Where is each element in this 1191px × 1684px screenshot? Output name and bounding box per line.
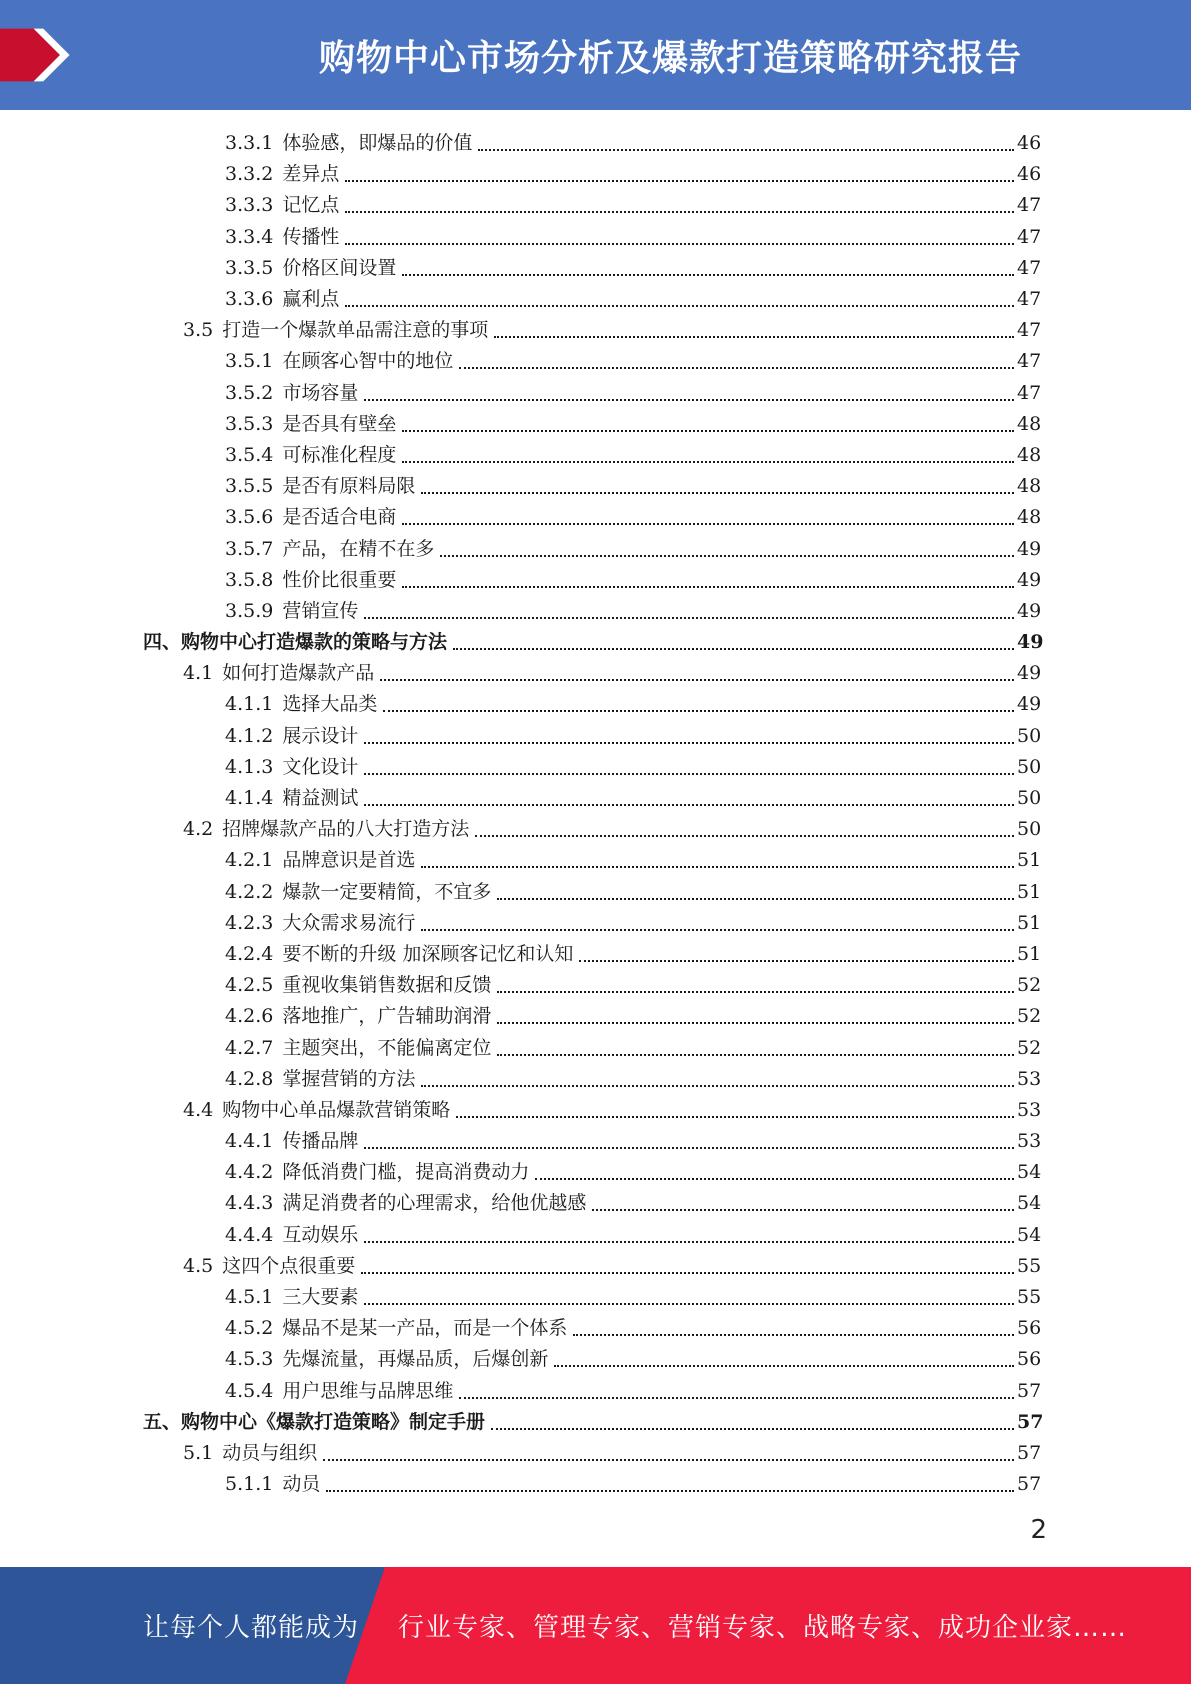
toc-dot-leader bbox=[459, 1396, 1014, 1399]
toc-dot-leader bbox=[364, 803, 1014, 806]
toc-entry[interactable] bbox=[0, 627, 1191, 658]
toc-entry-page: 52 bbox=[1017, 974, 1042, 997]
toc-dot-leader bbox=[326, 1489, 1014, 1492]
toc-dot-leader bbox=[323, 1458, 1014, 1461]
toc-entry[interactable] bbox=[0, 565, 1191, 596]
toc-entry[interactable] bbox=[0, 253, 1191, 284]
toc-entry-title: 购物中心《爆款打造策略》制定手册 bbox=[181, 1410, 486, 1433]
toc-entry-page: 54 bbox=[1017, 1223, 1042, 1246]
toc-entry-title: 是否有原料局限 bbox=[282, 475, 416, 498]
toc-entry-number: 4.1.3 bbox=[225, 755, 274, 778]
toc-entry[interactable] bbox=[0, 721, 1191, 752]
toc-entry-page: 49 bbox=[1017, 568, 1042, 591]
toc-entry-title: 选择大品类 bbox=[282, 693, 378, 716]
toc-entry[interactable] bbox=[0, 658, 1191, 689]
toc-entry-title: 大众需求易流行 bbox=[282, 911, 416, 934]
toc-entry-number: 3.5.6 bbox=[225, 506, 274, 529]
toc-dot-leader bbox=[475, 834, 1014, 837]
toc-dot-leader bbox=[383, 709, 1014, 712]
toc-dot-leader bbox=[440, 554, 1014, 557]
toc-entry[interactable] bbox=[0, 471, 1191, 502]
toc-entry-page: 54 bbox=[1017, 1192, 1042, 1215]
toc-entry[interactable] bbox=[0, 1438, 1191, 1469]
toc-entry-title: 这四个点很重要 bbox=[222, 1254, 356, 1277]
toc-entry[interactable] bbox=[0, 845, 1191, 876]
page-number: 2 bbox=[1030, 1515, 1047, 1545]
toc-entry-title: 满足消费者的心理需求，给他优越感 bbox=[282, 1192, 587, 1215]
toc-entry-number: 4.4.1 bbox=[225, 1130, 274, 1153]
toc-entry-page: 50 bbox=[1017, 787, 1042, 810]
toc-entry[interactable] bbox=[0, 128, 1191, 159]
toc-entry-page: 57 bbox=[1017, 1473, 1042, 1496]
toc-entry[interactable] bbox=[0, 1064, 1191, 1095]
toc-entry-page: 57 bbox=[1017, 1379, 1042, 1402]
toc-entry[interactable] bbox=[0, 533, 1191, 564]
toc-entry-number: 3.5.1 bbox=[225, 350, 274, 373]
toc-entry-page: 57 bbox=[1017, 1410, 1044, 1433]
toc-dot-leader bbox=[345, 304, 1014, 307]
footer-roles: 行业专家、管理专家、营销专家、战略专家、成功企业家…… bbox=[398, 1613, 1128, 1643]
toc-entry-page: 53 bbox=[1017, 1098, 1042, 1121]
toc-entry-page: 56 bbox=[1017, 1348, 1042, 1371]
toc-dot-leader bbox=[497, 990, 1014, 993]
toc-entry-page: 53 bbox=[1017, 1067, 1042, 1090]
toc-entry-title: 用户思维与品牌思维 bbox=[282, 1379, 454, 1402]
toc-dot-leader bbox=[421, 928, 1014, 931]
toc-entry-page: 51 bbox=[1017, 880, 1042, 903]
toc-entry-page: 47 bbox=[1017, 288, 1042, 311]
toc-entry-number: 4.2.1 bbox=[225, 849, 274, 872]
toc-entry-page: 49 bbox=[1017, 537, 1042, 560]
toc-dot-leader bbox=[421, 491, 1014, 494]
toc-entry[interactable] bbox=[0, 1344, 1191, 1375]
toc-entry-title: 掌握营销的方法 bbox=[282, 1067, 416, 1090]
toc-dot-leader bbox=[345, 242, 1014, 245]
toc-entry-title: 爆款一定要精简，不宜多 bbox=[282, 880, 492, 903]
toc-entry-page: 56 bbox=[1017, 1317, 1042, 1340]
toc-dot-leader bbox=[497, 897, 1014, 900]
toc-entry-page: 47 bbox=[1017, 256, 1042, 279]
toc-entry-page: 52 bbox=[1017, 1036, 1042, 1059]
toc-entry-number: 3.5.5 bbox=[225, 475, 274, 498]
toc-entry-title: 文化设计 bbox=[282, 755, 359, 778]
toc-entry-number: 4.2.6 bbox=[225, 1005, 274, 1028]
toc-dot-leader bbox=[491, 1427, 1014, 1430]
toc-entry-title: 可标准化程度 bbox=[282, 443, 397, 466]
toc-entry-title: 互动娱乐 bbox=[282, 1223, 359, 1246]
toc-dot-leader bbox=[459, 366, 1014, 369]
toc-entry-page: 51 bbox=[1017, 849, 1042, 872]
toc-entry-number: 3.5.8 bbox=[225, 568, 274, 591]
toc-dot-leader bbox=[456, 1115, 1014, 1118]
toc-entry-title: 价格区间设置 bbox=[282, 256, 397, 279]
toc-dot-leader bbox=[364, 398, 1014, 401]
toc-entry[interactable] bbox=[0, 877, 1191, 908]
toc-entry[interactable] bbox=[0, 596, 1191, 627]
toc-entry-title: 购物中心打造爆款的策略与方法 bbox=[181, 631, 448, 654]
toc-entry-page: 47 bbox=[1017, 381, 1042, 404]
toc-dot-leader bbox=[478, 148, 1014, 151]
toc-entry-number: 3.3.5 bbox=[225, 256, 274, 279]
footer-banner bbox=[0, 1567, 1191, 1684]
toc-entry[interactable] bbox=[0, 346, 1191, 377]
toc-entry-title: 招牌爆款产品的八大打造方法 bbox=[222, 818, 470, 841]
toc-entry-number: 3.3.6 bbox=[225, 288, 274, 311]
toc-entry-page: 55 bbox=[1017, 1254, 1042, 1277]
toc-entry-page: 48 bbox=[1017, 412, 1042, 435]
toc-entry[interactable] bbox=[0, 1251, 1191, 1282]
toc-entry-number: 4.2 bbox=[183, 818, 214, 841]
toc-entry-number: 4.1.2 bbox=[225, 724, 274, 747]
toc-entry[interactable] bbox=[0, 315, 1191, 346]
toc-entry[interactable] bbox=[0, 1313, 1191, 1344]
toc-entry-number: 4.5 bbox=[183, 1254, 214, 1277]
toc-entry-page: 47 bbox=[1017, 350, 1042, 373]
toc-entry-page: 48 bbox=[1017, 506, 1042, 529]
toc-entry-number: 4.2.5 bbox=[225, 974, 274, 997]
toc-entry-number: 3.3.1 bbox=[225, 132, 274, 155]
toc-entry-title: 是否具有壁垒 bbox=[282, 412, 397, 435]
toc-dot-leader bbox=[573, 1333, 1014, 1336]
toc-entry-title: 重视收集销售数据和反馈 bbox=[282, 974, 492, 997]
toc-entry-number: 4.4 bbox=[183, 1098, 214, 1121]
toc-entry[interactable] bbox=[0, 1126, 1191, 1157]
toc-entry-title: 如何打造爆款产品 bbox=[222, 662, 375, 685]
toc-entry-page: 50 bbox=[1017, 724, 1042, 747]
toc-dot-leader bbox=[497, 1053, 1014, 1056]
toc-dot-leader bbox=[345, 179, 1014, 182]
toc-entry-number: 3.3.4 bbox=[225, 225, 274, 248]
toc-dot-leader bbox=[380, 678, 1014, 681]
toc-entry-number: 3.3.2 bbox=[225, 163, 274, 186]
toc-entry-number: 4.4.4 bbox=[225, 1223, 274, 1246]
toc-dot-leader bbox=[361, 1271, 1014, 1274]
toc-entry-title: 降低消费门槛，提高消费动力 bbox=[282, 1161, 530, 1184]
toc-entry-title: 要不断的升级 加深顾客记忆和认知 bbox=[282, 942, 574, 965]
toc-entry[interactable] bbox=[0, 1188, 1191, 1219]
toc-entry-title: 市场容量 bbox=[282, 381, 359, 404]
toc-dot-leader bbox=[402, 460, 1014, 463]
toc-entry-number: 3.5.2 bbox=[225, 381, 274, 404]
toc-entry[interactable] bbox=[0, 1469, 1191, 1500]
toc-dot-leader bbox=[453, 647, 1014, 650]
toc-entry-number: 4.2.7 bbox=[225, 1036, 274, 1059]
toc-entry[interactable] bbox=[0, 190, 1191, 221]
toc-entry-page: 52 bbox=[1017, 1005, 1042, 1028]
toc-entry-number: 4.2.2 bbox=[225, 880, 274, 903]
toc-entry-page: 53 bbox=[1017, 1130, 1042, 1153]
toc-entry-number: 4.1 bbox=[183, 662, 214, 685]
toc-entry-page: 57 bbox=[1017, 1441, 1042, 1464]
toc-entry[interactable] bbox=[0, 1407, 1191, 1438]
toc-entry-title: 落地推广，广告辅助润滑 bbox=[282, 1005, 492, 1028]
toc-entry[interactable] bbox=[0, 159, 1191, 190]
toc-entry-number: 3.5.4 bbox=[225, 443, 274, 466]
toc-entry-number: 四、 bbox=[143, 631, 182, 654]
toc-entry-number: 4.2.3 bbox=[225, 911, 274, 934]
toc-entry-title: 传播性 bbox=[282, 225, 340, 248]
toc-entry-page: 49 bbox=[1017, 693, 1042, 716]
toc-entry-number: 3.5 bbox=[183, 319, 214, 342]
toc-entry-title: 三大要素 bbox=[282, 1286, 359, 1309]
toc-entry[interactable] bbox=[0, 783, 1191, 814]
toc-dot-leader bbox=[421, 865, 1014, 868]
toc-entry-page: 49 bbox=[1017, 599, 1042, 622]
report-title: 购物中心市场分析及爆款打造策略研究报告 bbox=[318, 37, 1022, 79]
toc-entry-number: 4.4.3 bbox=[225, 1192, 274, 1215]
toc-entry-page: 50 bbox=[1017, 755, 1042, 778]
toc-entry-title: 先爆流量，再爆品质，后爆创新 bbox=[282, 1348, 549, 1371]
toc-entry[interactable] bbox=[0, 689, 1191, 720]
toc-entry-number: 4.1.1 bbox=[225, 693, 274, 716]
toc-dot-leader bbox=[535, 1177, 1014, 1180]
toc-entry-title: 展示设计 bbox=[282, 724, 359, 747]
toc-entry-title: 赢利点 bbox=[282, 288, 340, 311]
toc-entry-page: 50 bbox=[1017, 818, 1042, 841]
toc-dot-leader bbox=[592, 1208, 1014, 1211]
toc-entry-title: 产品，在精不在多 bbox=[282, 537, 435, 560]
toc-entry-number: 3.5.9 bbox=[225, 599, 274, 622]
toc-entry-number: 4.4.2 bbox=[225, 1161, 274, 1184]
toc-entry-page: 49 bbox=[1017, 631, 1044, 654]
toc-entry-page: 47 bbox=[1017, 319, 1042, 342]
toc-dot-leader bbox=[579, 959, 1014, 962]
toc-entry-page: 48 bbox=[1017, 475, 1042, 498]
toc-entry-title: 主题突出，不能偏离定位 bbox=[282, 1036, 492, 1059]
toc-entry[interactable] bbox=[0, 1095, 1191, 1126]
toc-entry[interactable] bbox=[0, 409, 1191, 440]
toc-entry-title: 是否适合电商 bbox=[282, 506, 397, 529]
toc-entry-number: 3.3.3 bbox=[225, 194, 274, 217]
toc-dot-leader bbox=[345, 210, 1014, 213]
toc-dot-leader bbox=[497, 1021, 1014, 1024]
toc-dot-leader bbox=[494, 335, 1014, 338]
toc-entry-page: 48 bbox=[1017, 443, 1042, 466]
toc-entry-title: 爆品不是某一产品，而是一个体系 bbox=[282, 1317, 568, 1340]
toc-entry-number: 4.1.4 bbox=[225, 787, 274, 810]
toc-dot-leader bbox=[402, 273, 1014, 276]
toc-entry[interactable] bbox=[0, 1220, 1191, 1251]
toc-entry-title: 打造一个爆款单品需注意的事项 bbox=[222, 319, 489, 342]
toc-entry[interactable] bbox=[0, 752, 1191, 783]
toc-entry[interactable] bbox=[0, 1376, 1191, 1407]
toc-entry-number: 5.1.1 bbox=[225, 1473, 274, 1496]
toc-entry-number: 5.1 bbox=[183, 1441, 214, 1464]
toc-dot-leader bbox=[364, 1240, 1014, 1243]
toc-entry-page: 46 bbox=[1017, 163, 1042, 186]
toc-entry[interactable] bbox=[0, 1157, 1191, 1188]
toc-entry-number: 4.5.1 bbox=[225, 1286, 274, 1309]
toc-entry[interactable] bbox=[0, 970, 1191, 1001]
toc-entry-title: 体验感，即爆品的价值 bbox=[282, 132, 473, 155]
toc-dot-leader bbox=[364, 1146, 1014, 1149]
toc-entry[interactable] bbox=[0, 440, 1191, 471]
toc-dot-leader bbox=[421, 1084, 1014, 1087]
toc-entry-number: 4.5.3 bbox=[225, 1348, 274, 1371]
toc-entry[interactable] bbox=[0, 502, 1191, 533]
toc-entry-page: 55 bbox=[1017, 1286, 1042, 1309]
toc-entry-number: 3.5.7 bbox=[225, 537, 274, 560]
toc-dot-leader bbox=[364, 772, 1014, 775]
toc-entry-page: 54 bbox=[1017, 1161, 1042, 1184]
toc-entry-page: 46 bbox=[1017, 132, 1042, 155]
toc-dot-leader bbox=[364, 741, 1014, 744]
toc-entry-title: 品牌意识是首选 bbox=[282, 849, 416, 872]
header-arrow-icon bbox=[0, 0, 72, 110]
toc-entry-number: 4.2.8 bbox=[225, 1067, 274, 1090]
toc-dot-leader bbox=[554, 1364, 1014, 1367]
toc-entry-number: 4.5.2 bbox=[225, 1317, 274, 1340]
toc-entry-title: 动员 bbox=[282, 1473, 321, 1496]
toc-entry-page: 47 bbox=[1017, 194, 1042, 217]
toc-entry-title: 差异点 bbox=[282, 163, 340, 186]
toc-entry-title: 传播品牌 bbox=[282, 1130, 359, 1153]
toc-entry-title: 精益测试 bbox=[282, 787, 359, 810]
toc-entry-title: 记忆点 bbox=[282, 194, 340, 217]
toc-entry[interactable] bbox=[0, 939, 1191, 970]
toc-entry-title: 在顾客心智中的地位 bbox=[282, 350, 454, 373]
toc-entry-title: 购物中心单品爆款营销策略 bbox=[222, 1098, 451, 1121]
toc-dot-leader bbox=[402, 585, 1014, 588]
report-header bbox=[0, 0, 1191, 110]
toc-entry-number: 五、 bbox=[143, 1410, 182, 1433]
toc-entry[interactable] bbox=[0, 378, 1191, 409]
toc-entry-title: 动员与组织 bbox=[222, 1441, 318, 1464]
toc-entry[interactable] bbox=[0, 908, 1191, 939]
toc-dot-leader bbox=[364, 1302, 1014, 1305]
toc-dot-leader bbox=[402, 429, 1014, 432]
toc-entry[interactable] bbox=[0, 1282, 1191, 1313]
footer-slogan: 让每个人都能成为 bbox=[143, 1613, 360, 1643]
toc-dot-leader bbox=[364, 616, 1014, 619]
toc-entry[interactable] bbox=[0, 284, 1191, 315]
toc-entry-number: 3.5.3 bbox=[225, 412, 274, 435]
toc-entry-number: 4.2.4 bbox=[225, 942, 274, 965]
toc-entry[interactable] bbox=[0, 1032, 1191, 1063]
toc-dot-leader bbox=[402, 522, 1014, 525]
toc-entry-title: 营销宣传 bbox=[282, 599, 359, 622]
toc-entry-title: 性价比很重要 bbox=[282, 568, 397, 591]
table-of-contents bbox=[0, 128, 1191, 1500]
toc-entry-number: 4.5.4 bbox=[225, 1379, 274, 1402]
toc-entry[interactable] bbox=[0, 222, 1191, 253]
toc-entry-page: 47 bbox=[1017, 225, 1042, 248]
toc-entry-page: 51 bbox=[1017, 942, 1042, 965]
toc-entry[interactable] bbox=[0, 1001, 1191, 1032]
toc-entry[interactable] bbox=[0, 814, 1191, 845]
toc-entry-page: 51 bbox=[1017, 911, 1042, 934]
toc-entry-page: 49 bbox=[1017, 662, 1042, 685]
